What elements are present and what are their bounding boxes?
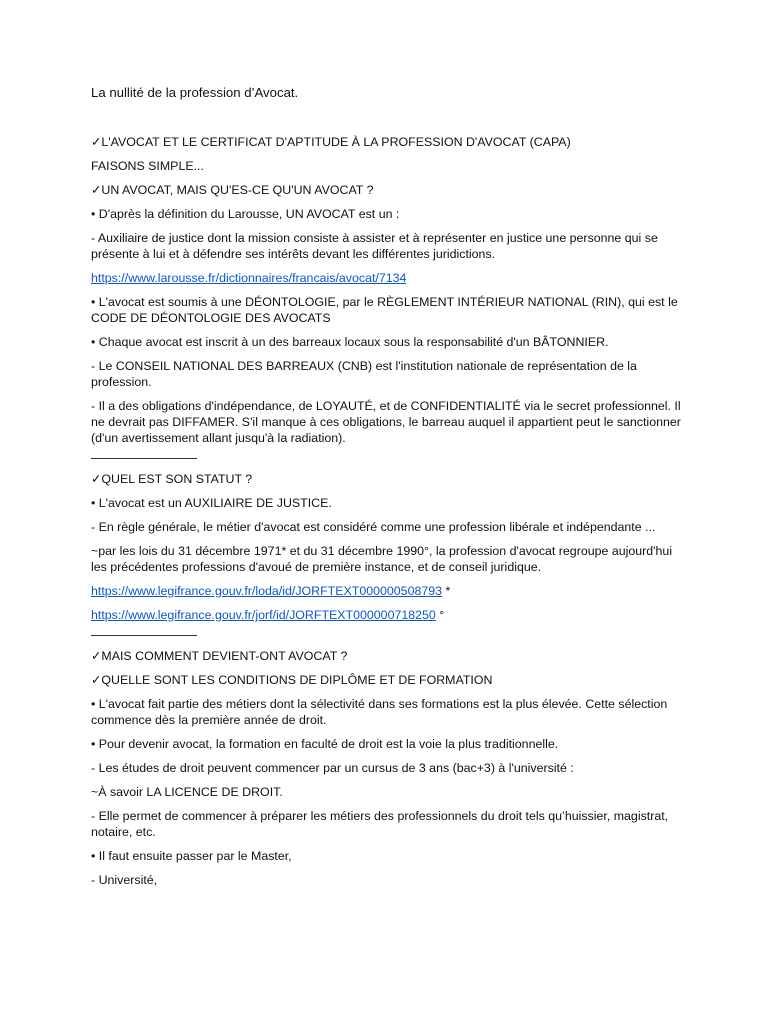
paragraph: • Il faut ensuite passer par le Master,: [91, 849, 292, 863]
paragraph: ✓L'AVOCAT ET LE CERTIFICAT D'APTITUDE À LA PROFESSION D'AVOCAT (CAPA): [91, 135, 571, 149]
paragraph: - Université,: [91, 873, 158, 887]
paragraph: ~À savoir LA LICENCE DE DROIT.: [91, 785, 283, 799]
paragraph: • L'avocat est un AUXILIAIRE DE JUSTICE.: [91, 496, 332, 510]
document-title: La nullité de la profession d’Avocat.: [91, 85, 299, 100]
section-divider: [91, 458, 197, 459]
reference-link[interactable]: https://www.legifrance.gouv.fr/loda/id/JORFTEXT000000508793: [91, 584, 443, 598]
reference-link[interactable]: https://www.legifrance.gouv.fr/jorf/id/JORFTEXT000000718250: [91, 608, 436, 622]
paragraph: FAISONS SIMPLE...: [91, 159, 204, 173]
reference-link[interactable]: https://www.larousse.fr/dictionnaires/francais/avocat/7134: [91, 271, 407, 285]
paragraph: • Chaque avocat est inscrit à un des barreaux locaux sous la responsabilité d'un BÂTONNIER.: [91, 335, 609, 349]
paragraph: • D'après la définition du Larousse, UN AVOCAT est un :: [91, 207, 400, 221]
paragraph: ✓QUEL EST SON STATUT ?: [91, 472, 253, 486]
title-spacer: [91, 102, 681, 134]
paragraph: • L'avocat fait partie des métiers dont la sélectivité dans ses formations est la plus élevée. Cette sélection commence dès la première année de droit.: [91, 697, 668, 727]
paragraph: - Auxiliaire de justice dont la mission consiste à assister et à représenter en justice une personne qui se présente à lui et à défendre ses intérêts devant les différentes juridictions.: [91, 231, 658, 261]
paragraph: - Il a des obligations d'indépendance, de LOYAUTÉ, et de CONFIDENTIALITÉ via le secret professionnel. Il ne devrait pas DIFFAMER. S'il manque à ces obligations, le barreau auquel il appartient peut le sanctionner (d'un avertissement allant jusqu'à la radiation).: [91, 399, 681, 445]
reference-line: [91, 270, 681, 286]
paragraph: ✓MAIS COMMENT DEVIENT-ONT AVOCAT ?: [91, 649, 348, 663]
reference-line: [91, 583, 681, 599]
paragraph: ✓QUELLE SONT LES CONDITIONS DE DIPLÔME ET DE FORMATION: [91, 673, 493, 687]
paragraph: ✓UN AVOCAT, MAIS QU'ES-CE QU'UN AVOCAT ?: [91, 183, 374, 197]
paragraph: • L'avocat est soumis à une DÉONTOLOGIE, par le RÈGLEMENT INTÉRIEUR NATIONAL (RIN), qui est le CODE DE DÉONTOLOGIE DES AVOCATS: [91, 295, 678, 325]
reference-line: [91, 607, 681, 623]
paragraph: - En règle générale, le métier d'avocat est considéré comme une profession libérale et indépendante ...: [91, 520, 656, 534]
paragraph: ~par les lois du 31 décembre 1971* et du 31 décembre 1990°, la profession d'avocat regroupe aujourd'hui les précédentes professions d'avoué de première instance, et de conseil juridique.: [91, 544, 673, 574]
reference-marker: *: [442, 584, 451, 598]
reference-marker: °: [435, 608, 445, 622]
paragraph: • Pour devenir avocat, la formation en faculté de droit est la voie la plus traditionnelle.: [91, 737, 559, 751]
section-divider: [91, 635, 197, 636]
paragraph: - Elle permet de commencer à préparer les métiers des professionnels du droit tels qu’huissier, magistrat, notaire, etc.: [91, 809, 669, 839]
document-body: [91, 134, 681, 888]
paragraph: - Les études de droit peuvent commencer par un cursus de 3 ans (bac+3) à l'université :: [91, 761, 574, 775]
paragraph: - Le CONSEIL NATIONAL DES BARREAUX (CNB) est l'institution nationale de représentation de la profession.: [91, 359, 637, 389]
document-page: [91, 84, 681, 896]
